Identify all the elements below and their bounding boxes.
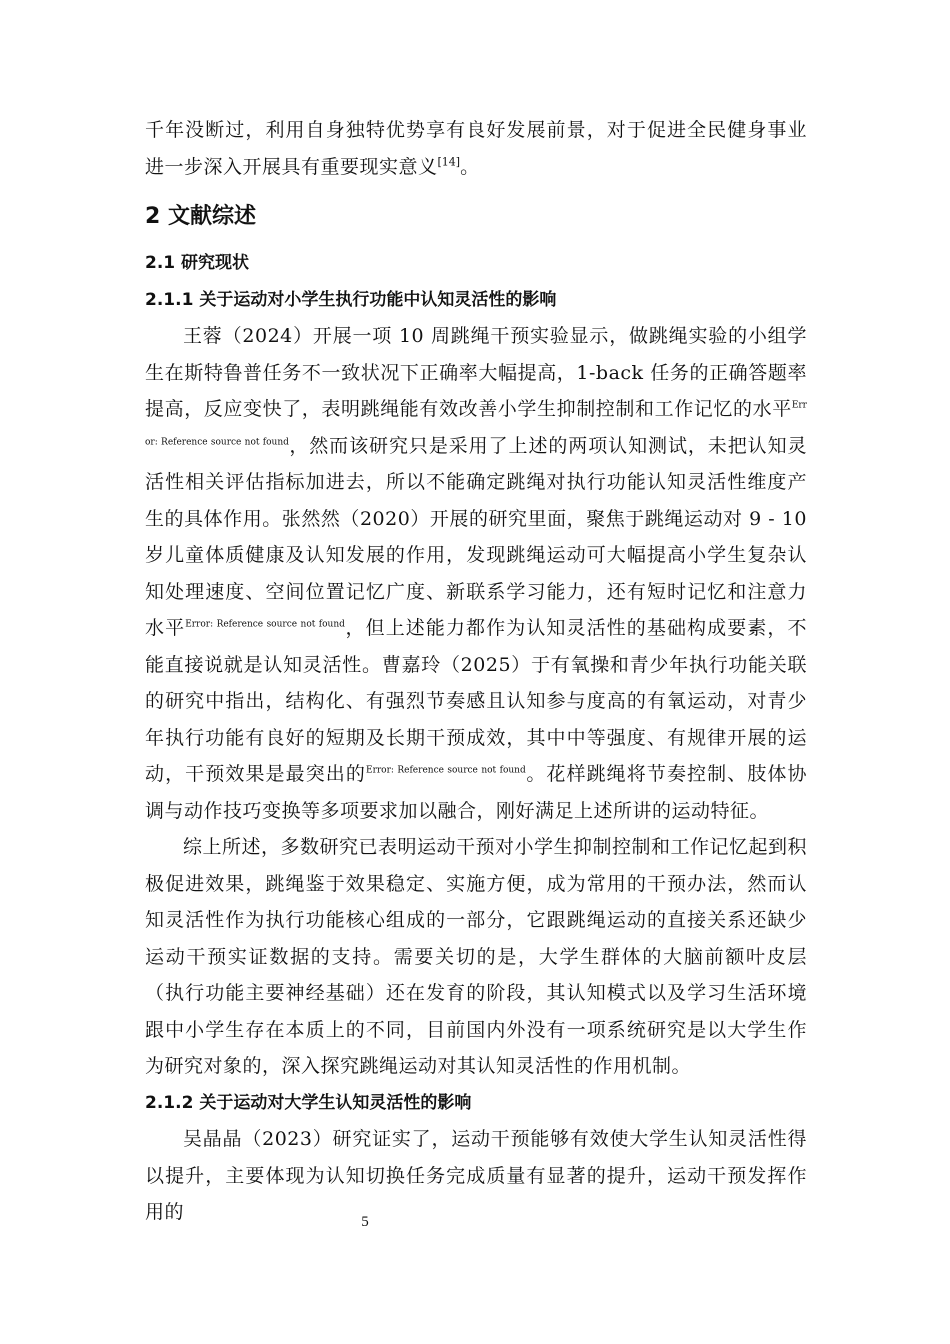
paragraph-text: 。花样跳绳将节奏控制、肢体协调与动作技巧变换等多项要求加以融合，刚好满足上述所讲的运动特征。 [145, 763, 807, 822]
body-paragraph-2: 综上所述，多数研究已表明运动干预对小学生抑制控制和工作记忆起到积极促进效果，跳绳鉴于效果稳定、实施方便，成为常用的干预办法，然而认知灵活性作为执行功能核心组成的一部分，它跟跳绳运动的直接关系还缺少运动干预实证数据的支持。需要关切的是，大学生群体的大脑前额叶皮层（执行功能主要神经基础）还在发育的阶段，其认知模式以及学习生活环境跟中小学生存在本质上的不同，目前国内外没有一项系统研究是以大学生作为研究对象的，深入探究跳绳运动对其认知灵活性的作用机制。 [145, 836, 808, 1077]
intro-text: 千年没断过，利用自身独特优势享有良好发展前景，对于促进全民健身事业进一步深入开展具有重要现实意义 [145, 119, 807, 178]
reference-error-note: Error: Reference source not found [366, 765, 526, 776]
subsection-heading: 2.1 研究现状 [145, 253, 250, 273]
paragraph-text: ，但上述能力都作为认知灵活性的基础构成要素，不能直接说就是认知灵活性。曹嘉玲（2025）于有氧操和青少年执行功能关联的研究中指出，结构化、有强烈节奏感且认知参与度高的有氧运动，对青少年执行功能有良好的短期及长期干预成效，其中中等强度、有规律开展的运动，干预效果是最突出的 [145, 617, 807, 785]
subsubsection-heading-1: 2.1.1 关于运动对小学生执行功能中认知灵活性的影响 [145, 289, 557, 310]
intro-end: 。 [460, 155, 480, 178]
page-content [145, 112, 807, 1231]
section-heading: 2 文献综述 [145, 204, 256, 229]
body-paragraph-3: 吴晶晶（2023）研究证实了，运动干预能够有效使大学生认知灵活性得以提升，主要体现为认知切换任务完成质量有显著的提升，运动干预发挥作用的 [145, 1128, 807, 1223]
reference-error-note: Error: Reference source not found [145, 400, 807, 448]
intro-paragraph [145, 112, 807, 185]
paragraph-text: ，然而该研究只是采用了上述的两项认知测试，未把认知灵活性相关评估指标加进去，所以不能确定跳绳对执行功能认知灵活性维度产生的具体作用。张然然（2020）开展的研究里面，聚焦于跳绳运动对 9 - 10 岁儿童体质健康及认知发展的作用，发现跳绳运动可大幅提高小学生复杂认知处理速度、空间位置记忆广度、新联系学习能力，还有短时记忆和注意力水平 [145, 434, 807, 639]
paragraph-text: 王蓉（2024）开展一项 10 周跳绳干预实验显示，做跳绳实验的小组学生在斯特鲁普任务不一致状况下正确率大幅提高，1-back 任务的正确答题率提高，反应变快了，表明跳绳能有效改善小学生抑制控制和工作记忆的水平 [145, 325, 807, 420]
reference-error-note: Error: Reference source not found [185, 619, 345, 630]
body-paragraph-1 [145, 318, 807, 829]
citation-ref: [14] [437, 155, 461, 169]
page-number: 5 [361, 1214, 369, 1230]
subsubsection-heading-2: 2.1.2 关于运动对大学生认知灵活性的影响 [145, 1092, 472, 1113]
